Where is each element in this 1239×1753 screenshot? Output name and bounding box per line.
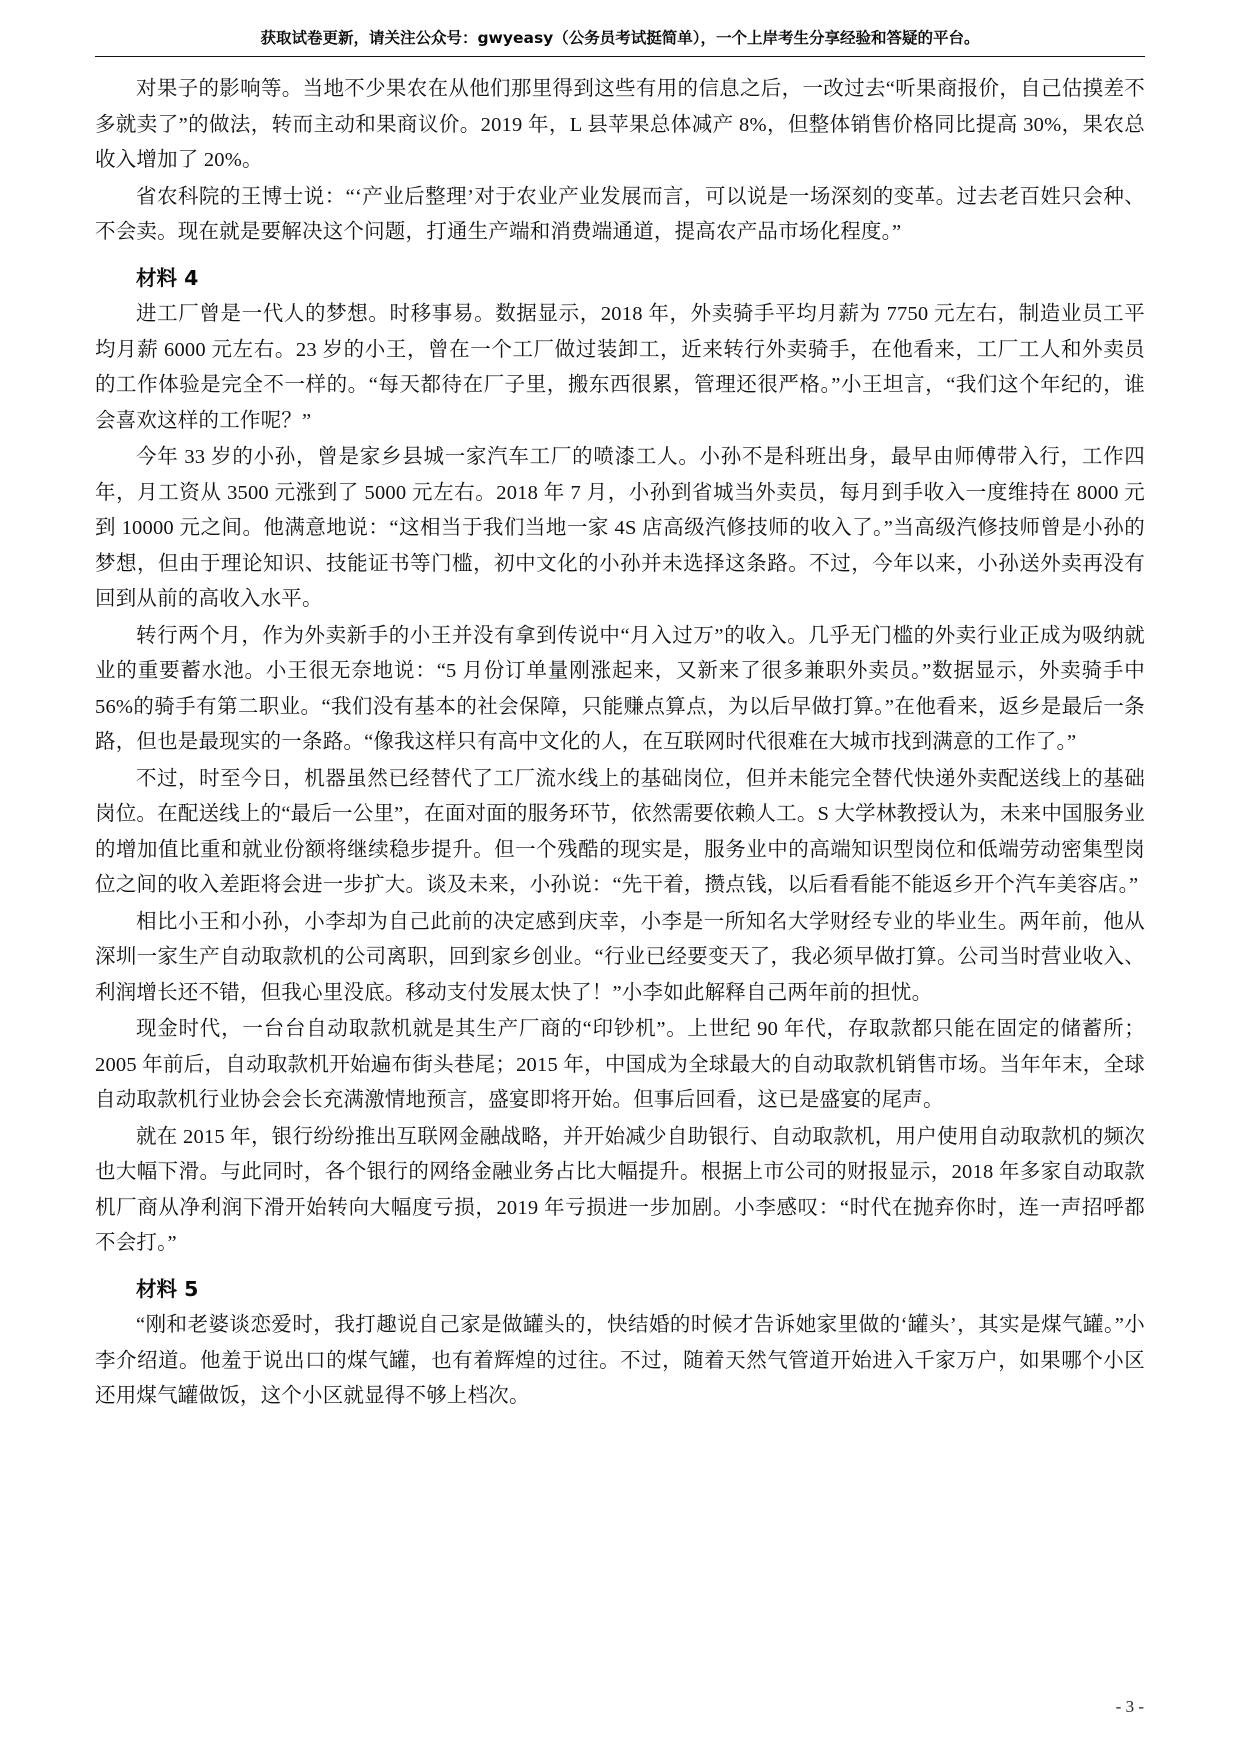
document-body <box>95 72 1145 1416</box>
paragraph: 不过，时至今日，机器虽然已经替代了工厂流水线上的基础岗位，但并未能完全替代快递外卖配送线上的基础岗位。在配送线上的“最后一公里”，在面对面的服务环节，依然需要依赖人工。S 大学林教授认为，未来中国服务业的增加值比重和就业份额将继续稳步提升。但一个残酷的现实是，服务业中的高端知识型岗位和低端劳动密集型岗位之间的收入差距将会进一步扩大。谈及未来，小孙说：“先干着，攒点钱，以后看看能不能返乡开个汽车美容店。” <box>95 767 1145 896</box>
paragraph: 省农科院的王博士说：“‘产业后整理’对于农业产业发展而言，可以说是一场深刻的变革。过去老百姓只会种、不会卖。现在就是要解决这个问题，打通生产端和消费端通道，提高农产品市场化程度。” <box>95 185 1145 243</box>
page-number: - 3 - <box>1115 1697 1144 1716</box>
page-header-notice: 获取试卷更新，请关注公众号：gwyeasy（公务员考试挺简单），一个上岸考生分享经验和答疑的平台。 <box>260 29 980 47</box>
paragraph: 现金时代，一台台自动取款机就是其生产厂商的“印钞机”。上世纪 90 年代，存取款都只能在固定的储蓄所；2005 年前后，自动取款机开始遍布街头巷尾；2015 年，中国成为全球最大的自动取款机销售市场。当年年末，全球自动取款机行业协会会长充满激情地预言，盛宴即将开始。但事后回看，这已是盛宴的尾声。 <box>95 1018 1145 1111</box>
section-heading-material-5: 材料 5 <box>136 1276 199 1301</box>
paragraph: 进工厂曾是一代人的梦想。时移事易。数据显示，2018 年，外卖骑手平均月薪为 7750 元左右，制造业员工平均月薪 6000 元左右。23 岁的小王，曾在一个工厂做过装卸工，近来转行外卖骑手，在他看来，工厂工人和外卖员的工作体验是完全不一样的。“每天都待在厂子里，搬东西很累，管理还很严格。”小王坦言，“我们这个年纪的，谁会喜欢这样的工作呢？” <box>95 303 1145 432</box>
section-heading-material-4: 材料 4 <box>136 265 199 290</box>
paragraph: 相比小王和小孙，小李却为自己此前的决定感到庆幸，小李是一所知名大学财经专业的毕业生。两年前，他从深圳一家生产自动取款机的公司离职，回到家乡创业。“行业已经要变天了，我必须早做打算。公司当时营业收入、利润增长还不错，但我心里没底。移动支付发展太快了！”小李如此解释自己两年前的担忧。 <box>95 910 1145 1004</box>
paragraph: 今年 33 岁的小孙，曾是家乡县城一家汽车工厂的喷漆工人。小孙不是科班出身，最早由师傅带入行，工作四年，月工资从 3500 元涨到了 5000 元左右。2018 年 7 月，小孙到省城当外卖员，每月到手收入一度维持在 8000 元到 10000 元之间。他满意地说：“这相当于我们当地一家 4S 店高级汽修技师的收入了。”当高级汽修技师曾是小孙的梦想，但由于理论知识、技能证书等门槛，初中文化的小孙并未选择这条路。不过，今年以来，小孙送外卖再没有回到从前的高收入水平。 <box>95 446 1145 610</box>
paragraph: 就在 2015 年，银行纷纷推出互联网金融战略，并开始减少自助银行、自动取款机，用户使用自动取款机的频次也大幅下滑。与此同时，各个银行的网络金融业务占比大幅提升。根据上市公司的财报显示，2018 年多家自动取款机厂商从净利润下滑开始转向大幅度亏损，2019 年亏损进一步加剧。小李感叹：“时代在抛弃你时，连一声招呼都不会打。” <box>95 1125 1145 1254</box>
paragraph: 对果子的影响等。当地不少果农在从他们那里得到这些有用的信息之后，一改过去“听果商报价，自己估摸差不多就卖了”的做法，转而主动和果商议价。2019 年，L 县苹果总体减产 8%，但整体销售价格同比提高 30%，果农总收入增加了 20%。 <box>95 78 1145 171</box>
paragraph: “刚和老婆谈恋爱时，我打趣说自己家是做罐头的，快结婚的时候才告诉她家里做的‘罐头’，其实是煤气罐。”小李介绍道。他羞于说出口的煤气罐，也有着辉煌的过往。不过，随着天然气管道开始进入千家万户，如果哪个小区还用煤气罐做饭，这个小区就显得不够上档次。 <box>95 1314 1145 1407</box>
paragraph: 转行两个月，作为外卖新手的小王并没有拿到传说中“月入过万”的收入。几乎无门槛的外卖行业正成为吸纳就业的重要蓄水池。小王很无奈地说：“5 月份订单量刚涨起来，又新来了很多兼职外卖员。”数据显示，外卖骑手中 56%的骑手有第二职业。“我们没有基本的社会保障，只能赚点算点，为以后早做打算。”在他看来，返乡是最后一条路，但也是最现实的一条路。“像我这样只有高中文化的人，在互联网时代很难在大城市找到满意的工作了。” <box>95 624 1145 753</box>
header-divider <box>95 56 1145 57</box>
